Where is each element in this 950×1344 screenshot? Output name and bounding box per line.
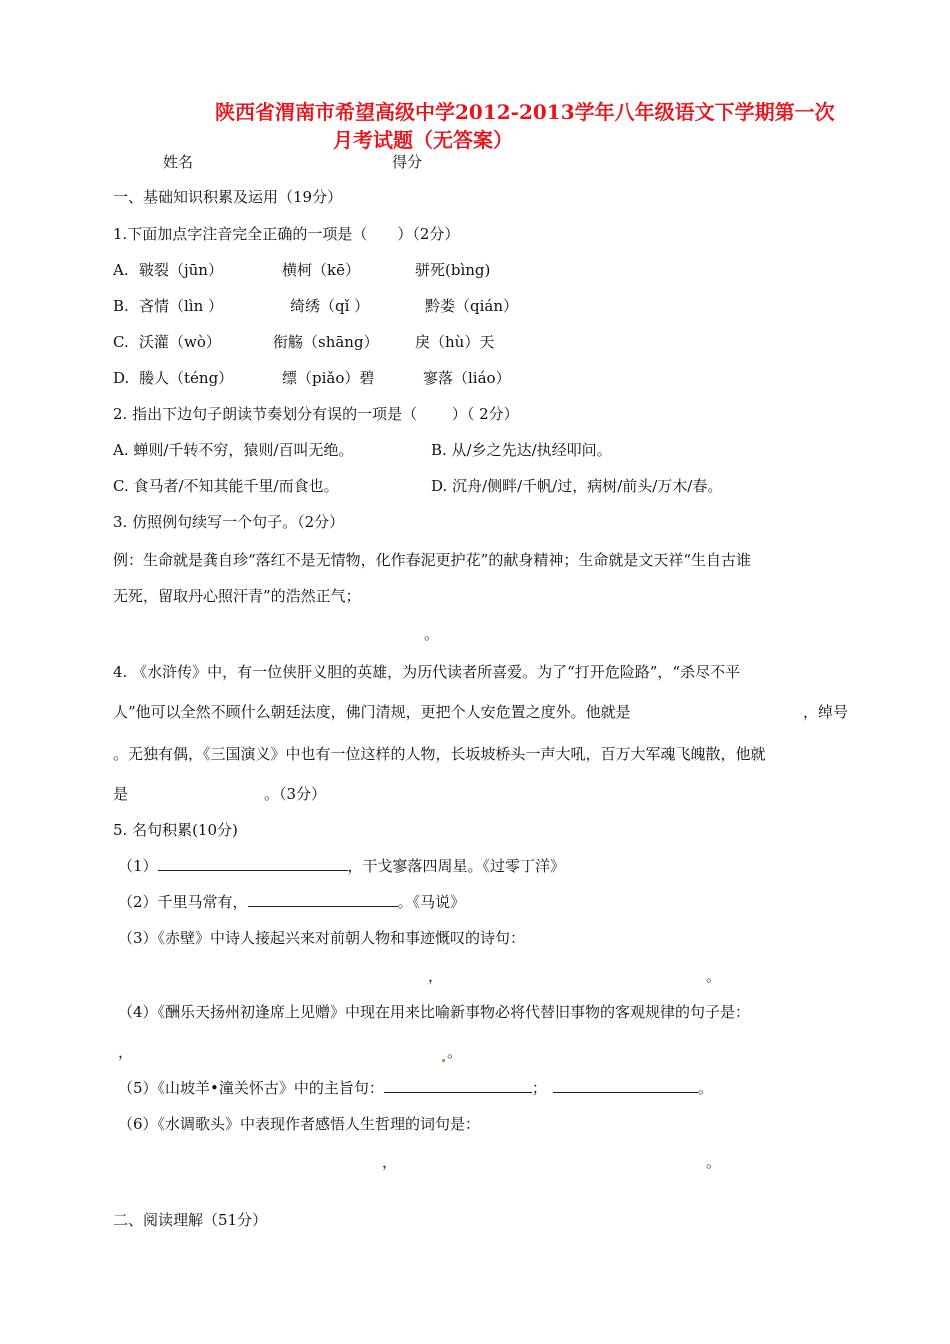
q1-option-c-item3: 戾（hù）天 bbox=[415, 333, 495, 351]
q2-option-b: B. 从/乡之先达/执经叩问。 bbox=[431, 441, 612, 459]
q5-item2 bbox=[118, 892, 465, 912]
q5-item3-comma: ， bbox=[428, 967, 444, 985]
q5-item5-tail: 。 bbox=[697, 1079, 713, 1097]
section1-heading: 一、基础知识积累及运用（19分） bbox=[113, 188, 343, 206]
q4-line2b: ，绰号 bbox=[803, 703, 849, 721]
q3-stem: 3. 仿照例句续写一个句子。（2分） bbox=[113, 513, 345, 531]
q1-option-d-label: D. bbox=[113, 369, 130, 387]
q1-option-c-label: C. bbox=[113, 333, 129, 351]
q4-line1: 4. 《水浒传》中，有一位侠肝义胆的英雄，为历代读者所喜爱。为了“打开危险路”，“杀尽不平 bbox=[113, 663, 741, 681]
q2-option-a: A. 蝉则/千转不穷，猿则/百叫无绝。 bbox=[113, 441, 354, 459]
score-label: 得分 bbox=[392, 153, 423, 171]
q5-item4-period: 。 bbox=[440, 1042, 462, 1062]
q5-item6-period: 。 bbox=[706, 1153, 722, 1171]
q5-item1-blank[interactable] bbox=[158, 856, 348, 871]
q1-option-d-item2: 缥（piǎo）碧 bbox=[282, 369, 375, 387]
q5-item2-num: （2） bbox=[118, 893, 158, 911]
q2-option-d: D. 沉舟/侧畔/千帆/过，病树/前头/万木/春。 bbox=[431, 477, 723, 495]
q5-item3-period: 。 bbox=[706, 967, 722, 985]
q1-stem: 1.下面加点字注音完全正确的一项是（ ）（2分） bbox=[113, 225, 460, 243]
q1-option-b-label: B. bbox=[113, 297, 129, 315]
q5-item6: （6）《水调歌头》中表现作者感悟人生哲理的词句是： bbox=[118, 1115, 481, 1133]
name-label: 姓名 bbox=[163, 153, 194, 171]
q1-option-d-item1: 媵人（téng） bbox=[139, 369, 234, 387]
q5-item2-blank[interactable] bbox=[248, 892, 398, 907]
q5-item1 bbox=[118, 856, 565, 876]
q4-line2a: 人”他可以全然不顾什么朝廷法度，佛门清规，更把个人安危置之度外。他就是 bbox=[113, 703, 631, 721]
document-title-line1: 陕西省渭南市希望高级中学2012-2013学年八年级语文下学期第一次 bbox=[215, 100, 835, 124]
q5-stem: 5. 名句积累(10分) bbox=[113, 821, 238, 839]
q1-option-a-item1: 皲裂（jūn） bbox=[139, 261, 223, 279]
q4-line4a: 是 bbox=[113, 785, 129, 803]
q5-item5 bbox=[118, 1078, 713, 1098]
q4-line4b: 。（3分） bbox=[264, 785, 327, 803]
q1-option-c-item1: 沃灌（wò） bbox=[139, 333, 221, 351]
q3-example-line1: 例：生命就是龚自珍“落红不是无情物，化作春泥更护花”的献身精神；生命就是文天祥“生自古谁 bbox=[113, 551, 752, 569]
q5-item4-comma: ， bbox=[118, 1043, 134, 1061]
q5-item5-head: （5）《山坡羊•潼关怀古》中的主旨句： bbox=[118, 1079, 384, 1097]
q1-option-b-item1: 吝情（lìn ） bbox=[139, 297, 224, 315]
q1-option-a-item3: 骈死(bìng) bbox=[415, 261, 491, 279]
q5-item2-tail: 。《马说》 bbox=[397, 893, 466, 911]
q4-line3: 。无独有偶，《三国演义》中也有一位这样的人物，长坂坡桥头一声大吼，百万大军魂飞魄散，他就 bbox=[113, 745, 766, 763]
q1-option-b-item3: 黔娄（qián） bbox=[425, 297, 519, 315]
q3-answer-end: 。 bbox=[424, 625, 440, 643]
q5-item1-num: （1） bbox=[118, 857, 158, 875]
q5-item5-blank1[interactable] bbox=[384, 1078, 532, 1093]
q1-option-a-label: A. bbox=[113, 261, 129, 279]
mark-dot bbox=[442, 1059, 445, 1062]
q5-item5-sep: ； bbox=[531, 1079, 547, 1097]
q5-item1-tail: ，干戈寥落四周星。《过零丁洋》 bbox=[347, 857, 566, 875]
q5-item3: （3）《赤壁》中诗人接起兴来对前朝人物和事迹慨叹的诗句： bbox=[118, 929, 526, 947]
q2-option-c: C. 食马者/不知其能千里/而食也。 bbox=[113, 477, 339, 495]
q1-option-d-item3: 寥落（liáo） bbox=[423, 369, 511, 387]
document-title-line2: 月考试题（无答案） bbox=[333, 128, 513, 152]
q2-stem: 2. 指出下边句子朗读节奏划分有误的一项是（ ）（ 2分） bbox=[113, 405, 519, 423]
q5-item2-head: 千里马常有， bbox=[157, 893, 248, 911]
q1-option-b-item2: 绮绣（qǐ ） bbox=[290, 297, 370, 315]
q5-item4: （4）《酬乐天扬州初逢席上见赠》中现在用来比喻新事物必将代替旧事物的客观规律的句子是： bbox=[118, 1003, 751, 1021]
q5-item6-comma: ， bbox=[382, 1153, 398, 1171]
q3-example-line2: 无死，留取丹心照汗青”的浩然正气； bbox=[113, 587, 361, 605]
q1-option-c-item2: 衔觞（shāng） bbox=[273, 333, 379, 351]
q5-item5-blank2[interactable] bbox=[553, 1078, 698, 1093]
section2-heading: 二、阅读理解（51分） bbox=[113, 1211, 268, 1229]
q1-option-a-item2: 横柯（kē） bbox=[282, 261, 360, 279]
